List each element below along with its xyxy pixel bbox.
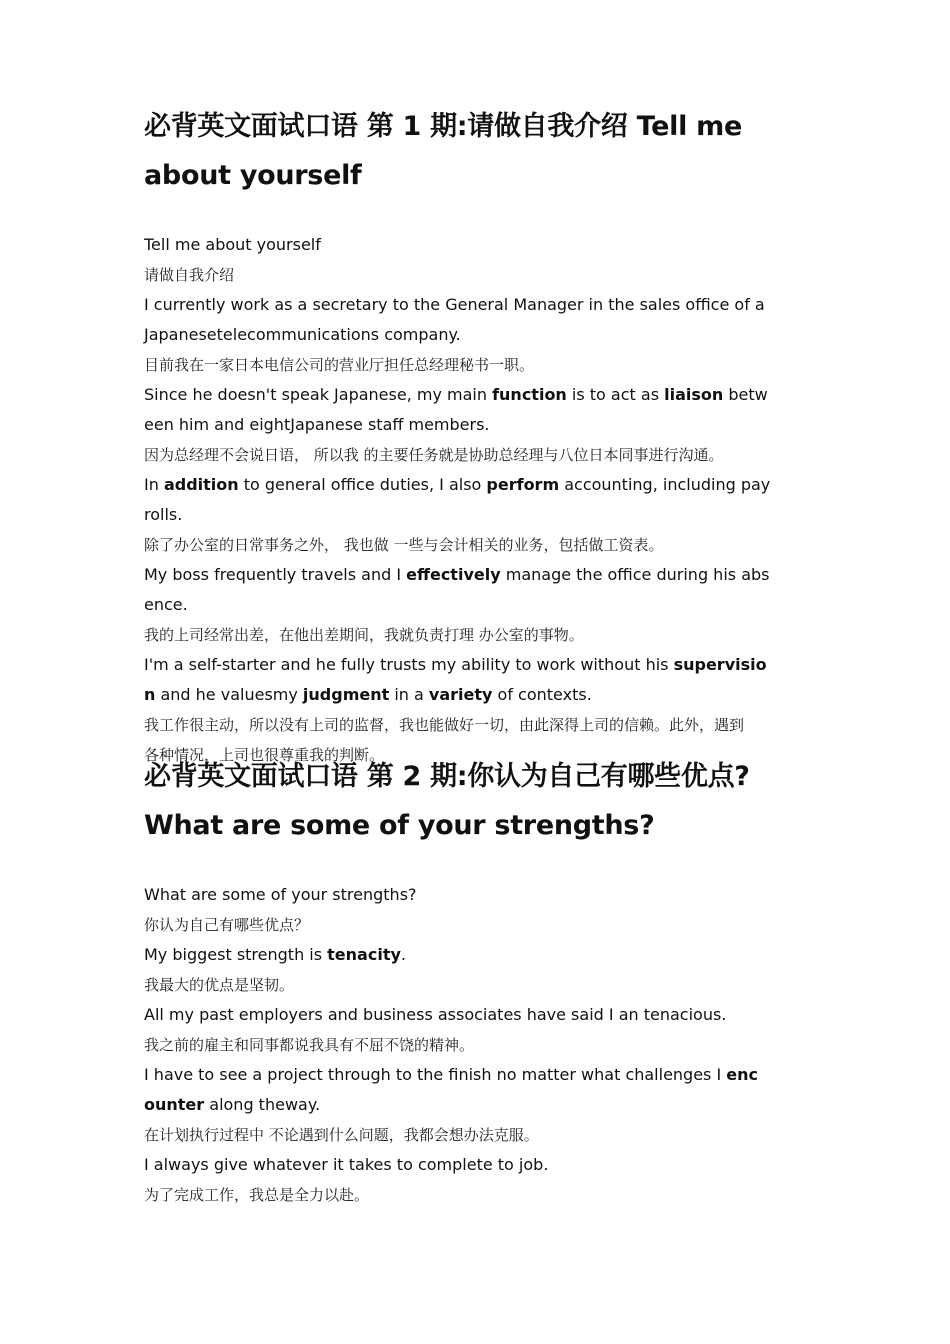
answer-line: I always give whatever it takes to complete to job. bbox=[144, 1155, 549, 1174]
answer-line: I'm a self-starter and he fully trusts my ability to work without his supervisio bbox=[144, 655, 767, 674]
keyword: variety bbox=[428, 685, 493, 704]
question-zh: 请做自我介绍 bbox=[144, 266, 235, 284]
translation-line: 目前我在一家日本电信公司的营业厅担任总经理秘书一职。 bbox=[144, 356, 535, 374]
answer-line: ounter along theway. bbox=[144, 1095, 321, 1114]
section-1-title-line-2: about yourself bbox=[144, 160, 362, 191]
section-1-title bbox=[144, 102, 824, 200]
answer-line: In addition to general office duties, I also perform accounting, including pay bbox=[144, 475, 771, 494]
answer-line: All my past employers and business associates have said I an tenacious. bbox=[144, 1005, 727, 1024]
translation-line: 我之前的雇主和同事都说我具有不屈不饶的精神。 bbox=[144, 1036, 475, 1054]
answer-line: n and he valuesmy judgment in a variety of contexts. bbox=[144, 685, 592, 704]
answer-line: My biggest strength is tenacity. bbox=[144, 945, 406, 964]
translation-line: 各种情况，上司也很尊重我的判断。 bbox=[144, 746, 385, 764]
answer-line: Japanesetelecommunications company. bbox=[144, 325, 461, 344]
translation-line: 为了完成工作，我总是全力以赴。 bbox=[144, 1186, 370, 1204]
translation-line: 因为总经理不会说日语， 所以我 的主要任务就是协助总经理与八位日本同事进行沟通。 bbox=[144, 446, 724, 464]
keyword: supervisio bbox=[673, 655, 767, 674]
question-en: What are some of your strengths? bbox=[144, 885, 417, 904]
section-1-title-line-1: 必背英文面试口语 第 1 期:请做自我介绍 Tell me bbox=[144, 111, 742, 142]
translation-line: 除了办公室的日常事务之外， 我也做 一些与会计相关的业务，包括做工资表。 bbox=[144, 536, 664, 554]
answer-line: I have to see a project through to the finish no matter what challenges I enc bbox=[144, 1065, 759, 1084]
answer-line: Since he doesn't speak Japanese, my main function is to act as liaison betw bbox=[144, 385, 768, 404]
section-2-title-line-2: What are some of your strengths? bbox=[144, 810, 655, 841]
keyword: effectively bbox=[406, 565, 501, 584]
translation-line: 我最大的优点是坚韧。 bbox=[144, 976, 295, 994]
question-zh: 你认为自己有哪些优点？ bbox=[144, 916, 310, 934]
answer-line: ence. bbox=[144, 595, 188, 614]
keyword: n bbox=[144, 685, 156, 704]
keyword: addition bbox=[163, 475, 239, 494]
section-2-title bbox=[144, 752, 824, 850]
keyword: liaison bbox=[664, 385, 724, 404]
answer-line: I currently work as a secretary to the General Manager in the sales office of a bbox=[144, 295, 765, 314]
keyword: tenacity bbox=[327, 945, 401, 964]
answer-line: rolls. bbox=[144, 505, 183, 524]
translation-line: 我工作很主动，所以没有上司的监督，我也能做好一切，由此深得上司的信赖。此外，遇到 bbox=[144, 716, 745, 734]
question-en: Tell me about yourself bbox=[144, 235, 321, 254]
keyword: function bbox=[492, 385, 567, 404]
answer-line: My boss frequently travels and I effectively manage the office during his abs bbox=[144, 565, 770, 584]
keyword: perform bbox=[486, 475, 560, 494]
keyword: ounter bbox=[144, 1095, 205, 1114]
section-2-title-line-1: 必背英文面试口语 第 2 期:你认为自己有哪些优点? bbox=[144, 761, 750, 792]
answer-line: een him and eightJapanese staff members. bbox=[144, 415, 490, 434]
translation-line: 我的上司经常出差，在他出差期间，我就负责打理 办公室的事物。 bbox=[144, 626, 584, 644]
keyword: enc bbox=[726, 1065, 759, 1084]
keyword: judgment bbox=[302, 685, 390, 704]
translation-line: 在计划执行过程中 不论遇到什么问题，我都会想办法克服。 bbox=[144, 1126, 539, 1144]
